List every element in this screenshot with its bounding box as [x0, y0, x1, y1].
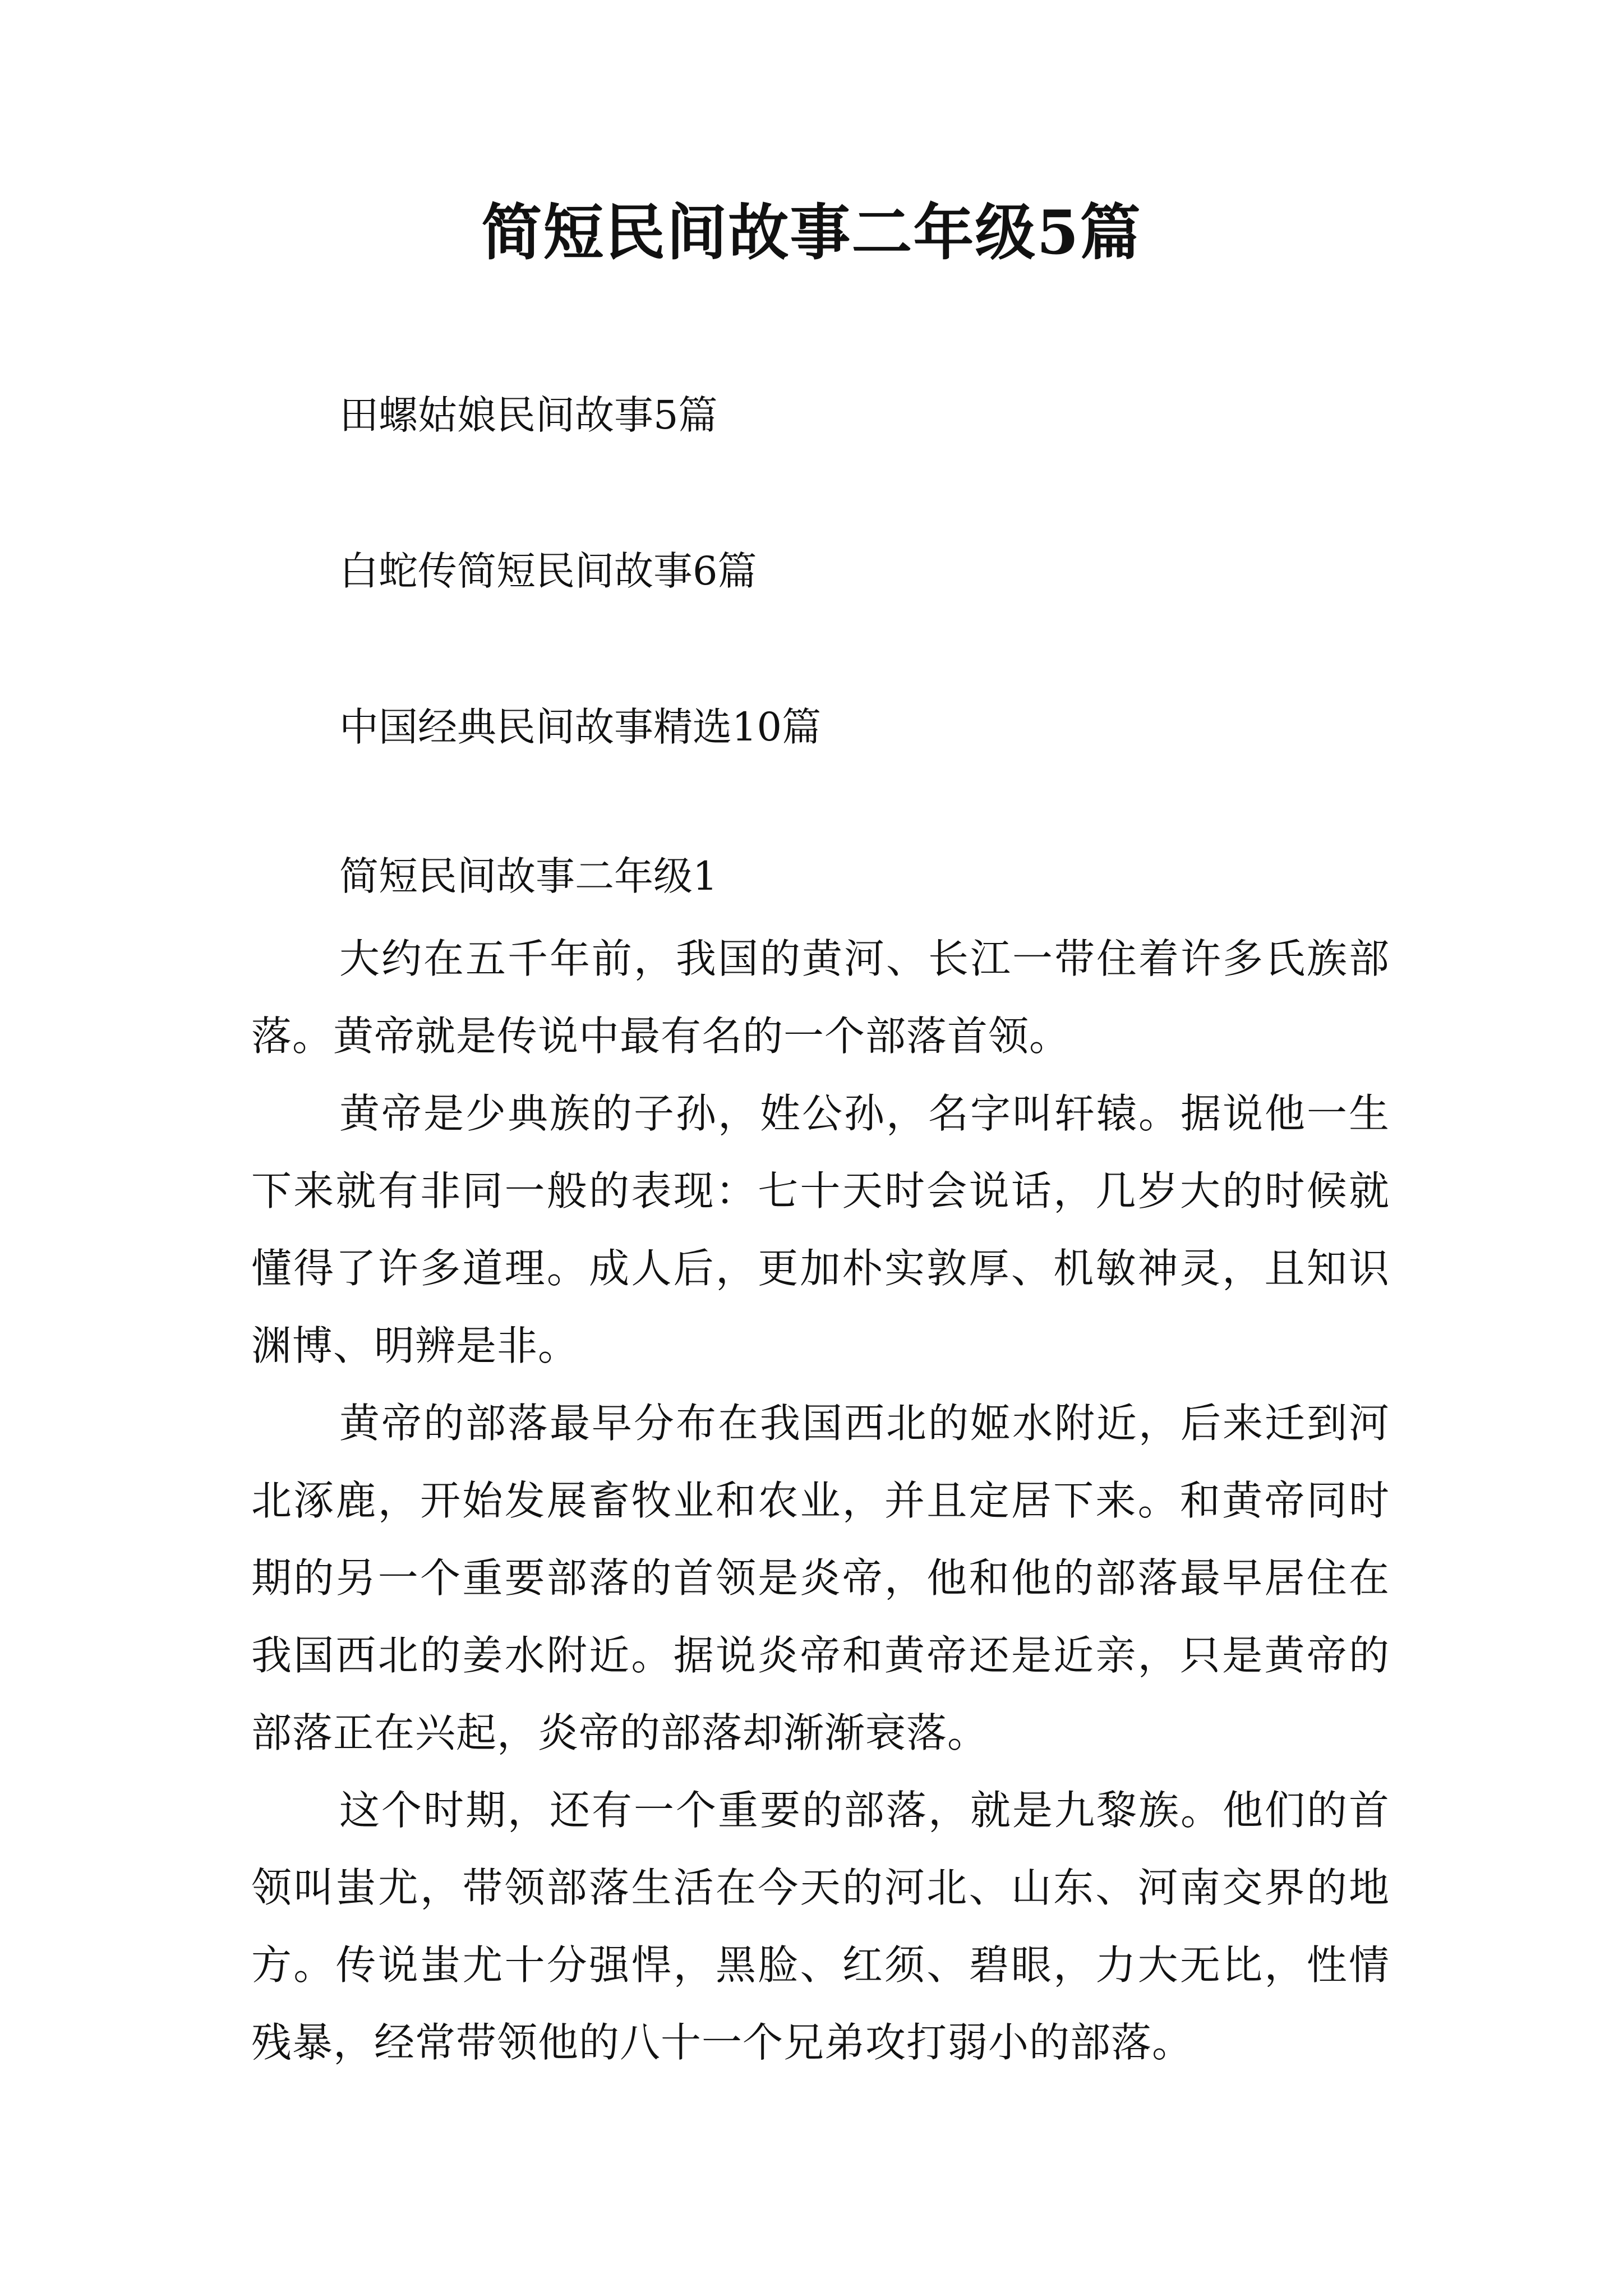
body-paragraph: 这个时期，还有一个重要的部落，就是九黎族。他们的首领叫蚩尤，带领部落生活在今天的河北、山东、河南交界的地方。传说蚩尤十分强悍，黑脸、红须、碧眼，力大无比，性情残暴，经常带领他的八十一个兄弟攻打弱小的部落。 — [251, 1787, 1390, 2066]
body-paragraph: 黄帝的部落最早分布在我国西北的姬水附近，后来迁到河北涿鹿，开始发展畜牧业和农业，并且定居下来。和黄帝同时期的另一个重要部落的首领是炎帝，他和他的部落最早居住在我国西北的姜水附近。据说炎帝和黄帝还是近亲，只是黄帝的部落正在兴起，炎帝的部落却渐渐衰落。 — [251, 1400, 1390, 1756]
body-paragraph: 大约在五千年前，我国的黄河、长江一带住着许多氏族部落。黄帝就是传说中最有名的一个部落首领。 — [251, 935, 1390, 1060]
document-title: 简短民间故事二年级5篇 — [481, 197, 1142, 268]
body-text — [251, 920, 1390, 2081]
section-heading: 简短民间故事二年级1 — [339, 853, 718, 899]
toc-item: 中国经典民间故事精选10篇 — [339, 704, 822, 750]
toc-item: 田螺姑娘民间故事5篇 — [339, 392, 718, 438]
body-paragraph: 黄帝是少典族的子孙，姓公孙，名字叫轩辕。据说他一生下来就有非同一般的表现：七十天时会说话，几岁大的时候就懂得了许多道理。成人后，更加朴实敦厚、机敏神灵，且知识渊博、明辨是非。 — [251, 1090, 1390, 1369]
toc-item: 白蛇传简短民间故事6篇 — [339, 548, 757, 594]
